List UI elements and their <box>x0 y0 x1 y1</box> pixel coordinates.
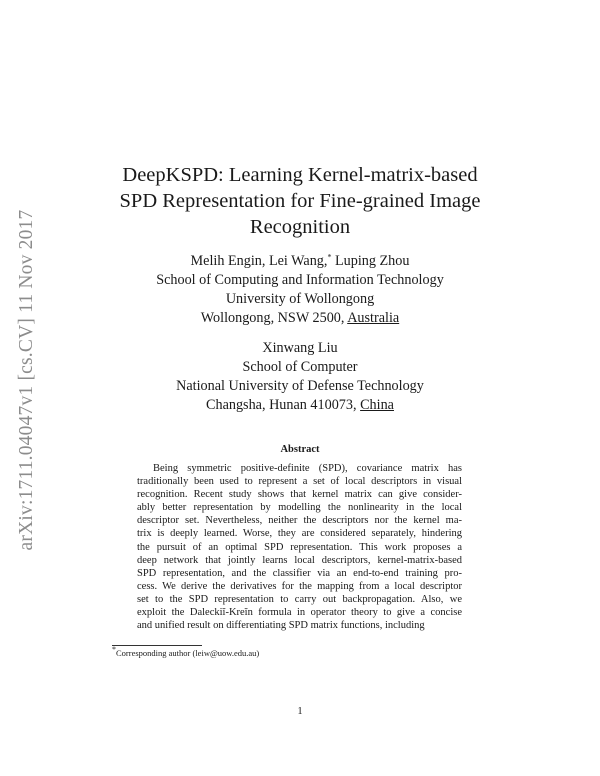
abstract-line: deep network that jointly learns local descriptors, kernel-matrix-based <box>137 554 462 566</box>
university-2: National University of Defense Technology <box>176 378 424 394</box>
country-1: Australia <box>347 310 400 326</box>
author-names-1: Melih Engin, Lei Wang,* Luping Zhou <box>190 252 410 269</box>
abstract-line: exploit the Daleckiĭ-Kreĭn formula in operator theory to give a concise <box>137 607 462 619</box>
abstract-line: trix is deeply learned. Worse, they are considered separately, hindering <box>137 528 462 540</box>
country-2: China <box>360 397 394 413</box>
footnote-rule <box>112 645 202 646</box>
abstract-line: cess. We derive the derivatives for the mapping from a local descriptor <box>137 580 462 592</box>
affiliation-1: School of Computing and Information Technology <box>156 272 444 288</box>
abstract-line: and unified result on differentiating SPD matrix functions, including <box>137 620 425 632</box>
address-2: Changsha, Hunan 410073, China <box>206 397 394 413</box>
paper-title <box>80 162 520 240</box>
author-block <box>80 252 520 415</box>
abstract-line: set to the SPD representation to carry out backpropagation. Also, we <box>137 593 462 605</box>
abstract-line: traditionally been used to represent a set of local descriptors in visual <box>137 476 462 488</box>
abstract-line: Being symmetric positive-definite (SPD), covariance matrix has <box>153 463 462 474</box>
affiliation-2: School of Computer <box>242 359 358 375</box>
page-number: 1 <box>297 706 303 717</box>
abstract-heading: Abstract <box>280 444 320 455</box>
abstract-line: the pursuit of an optimal SPD representation. This work proposes a <box>137 541 462 553</box>
arxiv-sidebar <box>12 200 42 560</box>
abstract-line: ably better representation by modelling the nonlinearity in the local <box>137 502 462 514</box>
abstract-line: descriptor set. Nevertheless, neither the descriptors nor the kernel ma- <box>137 515 462 527</box>
arxiv-identifier: arXiv:1711.04047v1 [cs.CV] 11 Nov 2017 <box>16 209 37 551</box>
author-names-2: Xinwang Liu <box>262 340 338 356</box>
title-line-3: Recognition <box>249 216 351 238</box>
abstract-line: SPD representation, and the classifier via an end-to-end training pro- <box>137 567 462 579</box>
title-line-2: SPD Representation for Fine-grained Image <box>119 190 481 212</box>
corresponding-star: * <box>327 252 332 262</box>
address-1: Wollongong, NSW 2500, Australia <box>200 310 400 326</box>
footnote <box>112 645 260 658</box>
abstract-line: recognition. Recent study shows that kernel matrix can give consider- <box>137 489 462 501</box>
footnote-mark: * <box>112 645 116 655</box>
footnote-text: Corresponding author (leiw@uow.edu.au) <box>116 648 260 658</box>
university-1: University of Wollongong <box>225 291 375 307</box>
title-line-1: DeepKSPD: Learning Kernel-matrix-based <box>122 164 478 186</box>
abstract-body <box>137 462 462 632</box>
